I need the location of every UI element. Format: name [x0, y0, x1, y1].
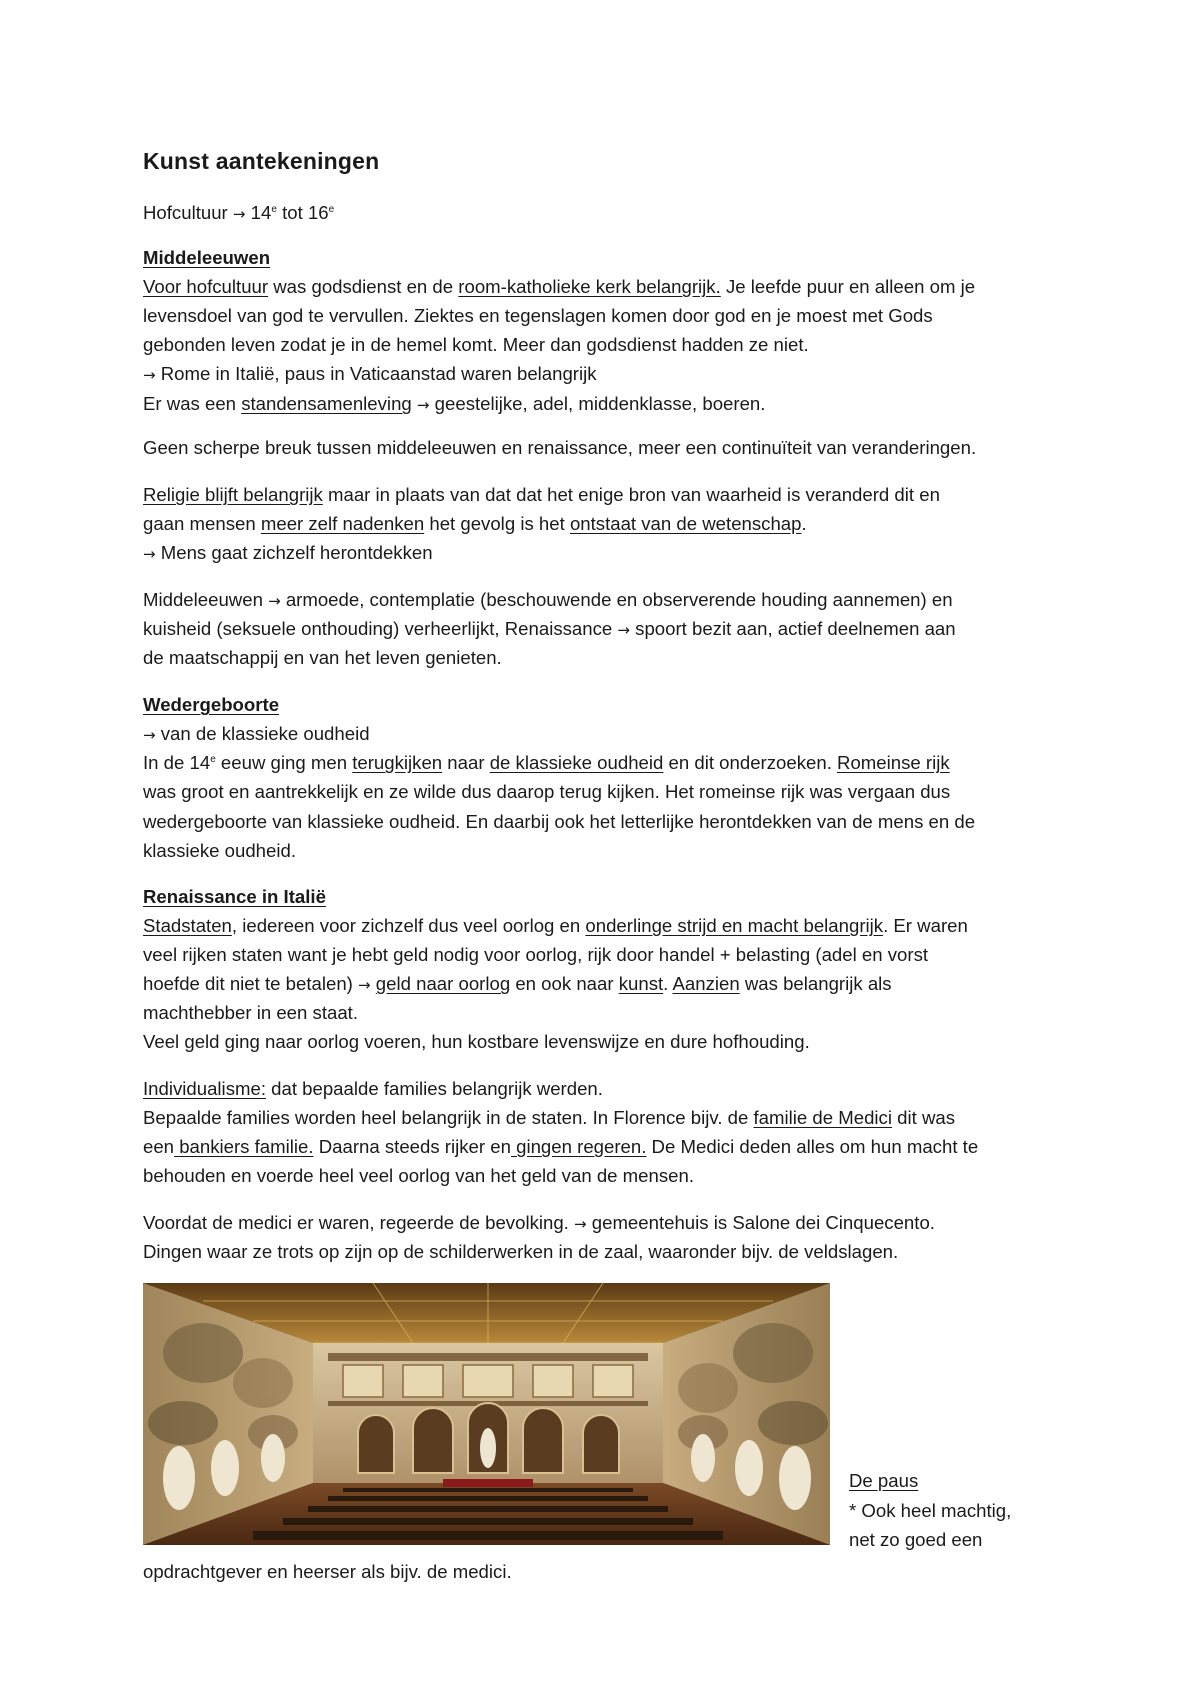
paragraph-line: klassieke oudheid. [143, 840, 296, 861]
intro-mid: tot [282, 202, 303, 223]
paragraph-line: levensdoel van god te vervullen. Ziektes en tegenslagen komen door god en je moest met Gods [143, 305, 933, 326]
underlined-text: de klassieke oudheid [489, 752, 664, 773]
underlined-text: Individualisme: [143, 1078, 266, 1099]
underlined-text: Romeinse rijk [837, 752, 950, 773]
paragraph-line: Dingen waar ze trots op zijn op de schilderwerken in de zaal, waaronder bijv. de veldslagen. [143, 1241, 899, 1262]
paragraph-line: gebonden leven zodat je in de hemel komt. Meer dan godsdienst hadden ze niet. [143, 334, 809, 355]
underlined-text: geld naar oorlog [375, 973, 511, 994]
underlined-text: Religie blijft belangrijk [143, 484, 323, 505]
paragraph-line [143, 723, 370, 746]
text: hoefde dit niet te betalen) [143, 973, 359, 994]
superscript: e [210, 754, 216, 765]
text: . Er waren [883, 915, 968, 936]
paragraph-line: machthebber in een staat. [143, 1002, 358, 1023]
superscript: e [328, 204, 335, 215]
text: dat bepaalde families belangrijk werden. [265, 1078, 603, 1099]
text: , iedereen voor zichzelf dus veel oorlog en [231, 915, 586, 936]
text: Middeleeuwen [143, 589, 269, 610]
paragraph-line [143, 1212, 935, 1235]
underlined-text: bankiers familie. [174, 1136, 314, 1157]
arrow-icon: → [574, 1215, 587, 1233]
text: . [801, 513, 807, 534]
text: naar [442, 752, 490, 773]
arrow-icon: → [143, 726, 156, 744]
text: Mens gaat zichzelf herontdekken [155, 542, 433, 563]
text: Voordat de medici er waren, regeerde de bevolking. [143, 1212, 575, 1233]
text: het gevolg is het [424, 513, 570, 534]
underlined-text: meer zelf nadenken [260, 513, 425, 534]
paragraph-line [143, 484, 940, 506]
section-heading-middeleeuwen: Middeleeuwen [143, 247, 271, 268]
section-heading-wedergeboorte: Wedergeboorte [143, 694, 280, 715]
text: kuisheid (seksuele onthouding) verheerlijkt, Renaissance [143, 618, 618, 639]
text: Daarna steeds rijker en [313, 1136, 511, 1157]
caption-line: * Ook heel machtig, [849, 1500, 1012, 1521]
section-heading-renaissance: Renaissance in Italië [143, 886, 326, 907]
underlined-text: Stadstaten [143, 915, 232, 936]
paragraph-line [143, 915, 968, 937]
underlined-text: Aanzien [672, 973, 740, 994]
caption-line: opdrachtgever en heerser als bijv. de medici. [143, 1561, 512, 1582]
paragraph-line [143, 276, 975, 298]
text: was belangrijk als [739, 973, 892, 994]
intro-to: 16 [307, 202, 329, 223]
text: gaan mensen [143, 513, 261, 534]
text: gemeentehuis is Salone dei Cinquecento. [586, 1212, 935, 1233]
text: spoort bezit aan, actief deelnemen aan [629, 618, 956, 639]
paragraph-line: was groot en aantrekkelijk en ze wilde dus daarop terug kijken. Het romeinse rijk was vergaan dus [143, 781, 951, 802]
text: en ook naar [510, 973, 619, 994]
text: Bepaalde families worden heel belangrijk in de staten. In Florence bijv. de [143, 1107, 754, 1128]
intro-line [143, 202, 334, 225]
text: en dit onderzoeken. [663, 752, 838, 773]
underlined-text: Voor hofcultuur [143, 276, 269, 297]
paragraph-line: Geen scherpe breuk tussen middeleeuwen en renaissance, meer een continuïteit van veranderingen. [143, 437, 977, 458]
paragraph-line [143, 618, 956, 641]
arrow-icon: → [143, 545, 156, 563]
paragraph-line [143, 542, 433, 565]
underlined-text: kunst [618, 973, 664, 994]
underlined-text: ontstaat van de wetenschap [569, 513, 802, 534]
text: eeuw ging men [215, 752, 353, 773]
paragraph-line [143, 393, 765, 416]
paragraph-line [143, 752, 950, 774]
superscript: e [271, 204, 277, 215]
text: dit was [892, 1107, 956, 1128]
caption-line: net zo goed een [849, 1529, 983, 1550]
paragraph-line [143, 1107, 955, 1129]
text: van de klassieke oudheid [155, 723, 370, 744]
text: geestelijke, adel, middenklasse, boeren. [429, 393, 766, 414]
underlined-text: gingen regeren. [510, 1136, 647, 1157]
arrow-icon: → [617, 621, 630, 639]
text: armoede, contemplatie (beschouwende en observerende houding aannemen) en [280, 589, 953, 610]
salone-photo [143, 1283, 830, 1545]
text: Je leefde puur en alleen om je [720, 276, 976, 297]
text: was godsdienst en de [268, 276, 459, 297]
underlined-text: onderlinge strijd en macht belangrijk [585, 915, 884, 936]
arrow-icon: → [416, 396, 430, 414]
text: maar in plaats van dat dat het enige bron van waarheid is veranderd dit en [322, 484, 940, 505]
paragraph-line [143, 363, 597, 386]
underlined-text: terugkijken [352, 752, 443, 773]
hall-illustration [143, 1283, 830, 1545]
text: . [663, 973, 673, 994]
arrow-icon: → [268, 592, 281, 610]
text: In de 14 [143, 752, 211, 773]
document-title: Kunst aantekeningen [143, 148, 380, 174]
paragraph-line [143, 1078, 603, 1100]
caption-heading: De paus [849, 1470, 919, 1491]
text: Er was een [143, 393, 242, 414]
arrow-icon: → [232, 205, 246, 223]
paragraph-line: de maatschappij en van het leven genieten. [143, 647, 502, 668]
arrow-icon: → [358, 976, 371, 994]
underlined-text: room-katholieke kerk belangrijk. [458, 276, 721, 297]
intro-from: 14 [250, 202, 272, 223]
arrow-icon: → [143, 366, 156, 384]
paragraph-line [143, 973, 892, 996]
paragraph-line: Veel geld ging naar oorlog voeren, hun kostbare levenswijze en dure hofhouding. [143, 1031, 810, 1052]
underlined-text: standensamenleving [241, 393, 412, 414]
paragraph-line: veel rijken staten want je hebt geld nodig voor oorlog, rijk door handel + belasting (adel en vorst [143, 944, 929, 965]
paragraph-line [143, 513, 807, 535]
underlined-text: familie de Medici [753, 1107, 892, 1128]
paragraph-line: behouden en voerde heel veel oorlog van het geld van de mensen. [143, 1165, 694, 1186]
intro-text: Hofcultuur [143, 202, 228, 223]
paragraph-line [143, 1136, 978, 1158]
paragraph-line [143, 589, 953, 612]
paragraph-line: wedergeboorte van klassieke oudheid. En daarbij ook het letterlijke herontdekken van de mens en de [143, 811, 976, 832]
text: De Medici deden alles om hun macht te [646, 1136, 979, 1157]
text: Rome in Italië, paus in Vaticaanstad waren belangrijk [155, 363, 597, 384]
text: een [143, 1136, 175, 1157]
